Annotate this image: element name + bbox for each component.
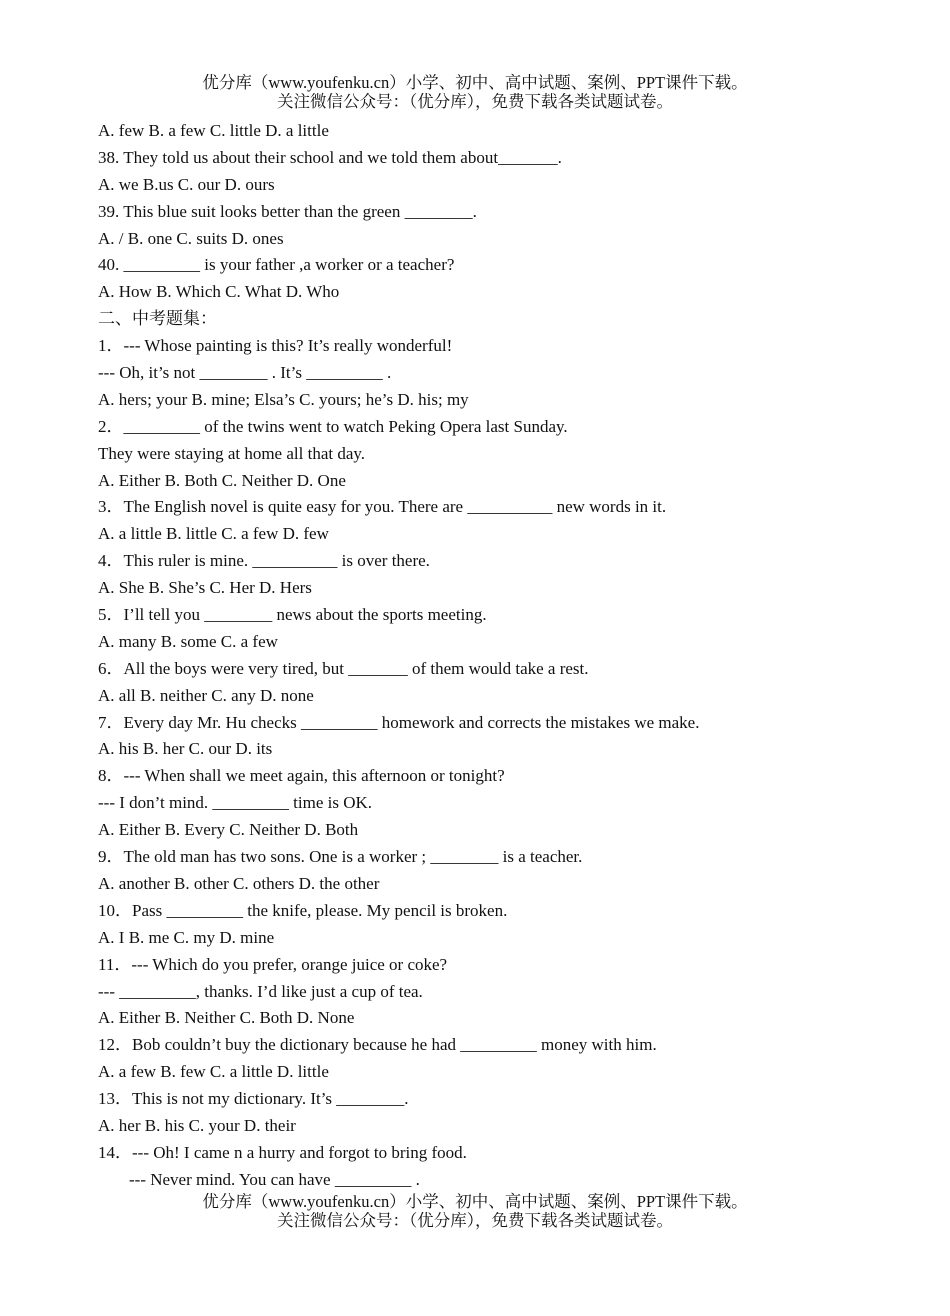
question-7: 7．Every day Mr. Hu checks _________ homework and corrects the mistakes we make. xyxy=(98,712,700,732)
options-10: A. I B. me C. my D. mine xyxy=(98,927,275,947)
options-40: A. How B. Which C. What D. Who xyxy=(98,282,340,302)
question-8: 8．--- When shall we meet again, this afternoon or tonight? xyxy=(98,766,505,786)
question-13: 13．This is not my dictionary. It’s ________. xyxy=(98,1089,409,1109)
options-2: A. Either B. Both C. Neither D. One xyxy=(98,470,346,490)
options-7: A. his B. her C. our D. its xyxy=(98,739,273,759)
options-12: A. a few B. few C. a little D. little xyxy=(98,1062,329,1082)
header-line-1: 优分库（www.youfenku.cn）小学、初中、高中试题、案例、PPT课件下载。 xyxy=(202,73,748,92)
question-2-line-2: They were staying at home all that day. xyxy=(98,443,366,463)
question-5: 5．I’ll tell you ________ news about the sports meeting. xyxy=(98,605,487,625)
question-38: 38. They told us about their school and we told them about_______. xyxy=(98,147,562,167)
options-4: A. She B. She’s C. Her D. Hers xyxy=(98,578,312,598)
question-4: 4．This ruler is mine. __________ is over there. xyxy=(98,551,430,571)
footer-line-2: 关注微信公众号：（优分库），免费下载各类试题试卷。 xyxy=(277,1211,673,1230)
question-1-line-2: --- Oh, it’s not ________ . It’s _________ . xyxy=(98,363,392,383)
options-11: A. Either B. Neither C. Both D. None xyxy=(98,1008,355,1028)
question-10: 10．Pass _________ the knife, please. My pencil is broken. xyxy=(98,900,508,920)
question-14-line-2: --- Never mind. You can have _________ . xyxy=(129,1169,420,1189)
question-14: 14．--- Oh! I came n a hurry and forgot to bring food. xyxy=(98,1142,467,1162)
options-1: A. hers; your B. mine; Elsa’s C. yours; he’s D. his; my xyxy=(98,389,469,409)
options-39: A. / B. one C. suits D. ones xyxy=(98,228,284,248)
options-38: A. we B.us C. our D. ours xyxy=(98,174,275,194)
footer-line-1: 优分库（www.youfenku.cn）小学、初中、高中试题、案例、PPT课件下载。 xyxy=(202,1192,748,1211)
question-12: 12．Bob couldn’t buy the dictionary because he had _________ money with him. xyxy=(98,1035,657,1055)
question-39: 39. This blue suit looks better than the green ________. xyxy=(98,201,477,221)
options-5: A. many B. some C. a few xyxy=(98,631,278,651)
question-2: 2．_________ of the twins went to watch Peking Opera last Sunday. xyxy=(98,416,568,436)
question-1: 1．--- Whose painting is this? It’s really wonderful! xyxy=(98,336,453,356)
question-8-line-2: --- I don’t mind. _________ time is OK. xyxy=(98,793,373,813)
question-9: 9．The old man has two sons. One is a worker ; ________ is a teacher. xyxy=(98,847,583,867)
question-3: 3．The English novel is quite easy for you. There are __________ new words in it. xyxy=(98,497,667,517)
header-line-2: 关注微信公众号：（优分库），免费下载各类试题试卷。 xyxy=(277,92,673,111)
options-13: A. her B. his C. your D. their xyxy=(98,1115,296,1135)
page-footer xyxy=(0,1192,950,1230)
options-6: A. all B. neither C. any D. none xyxy=(98,685,314,705)
section-heading: 二、中考题集： xyxy=(98,309,217,329)
text-line: A. few B. a few C. little D. a little xyxy=(98,121,329,140)
question-40: 40. _________ is your father ,a worker or a teacher? xyxy=(98,255,455,275)
question-6: 6．All the boys were very tired, but _______ of them would take a rest. xyxy=(98,658,589,678)
exercise-body xyxy=(98,118,918,1194)
options-8: A. Either B. Every C. Neither D. Both xyxy=(98,820,359,840)
options-9: A. another B. other C. others D. the other xyxy=(98,873,380,893)
question-11: 11．--- Which do you prefer, orange juice or coke? xyxy=(98,954,448,974)
page-header xyxy=(0,73,950,111)
options-3: A. a little B. little C. a few D. few xyxy=(98,524,329,544)
question-11-line-2: --- _________, thanks. I’d like just a cup of tea. xyxy=(98,981,423,1001)
